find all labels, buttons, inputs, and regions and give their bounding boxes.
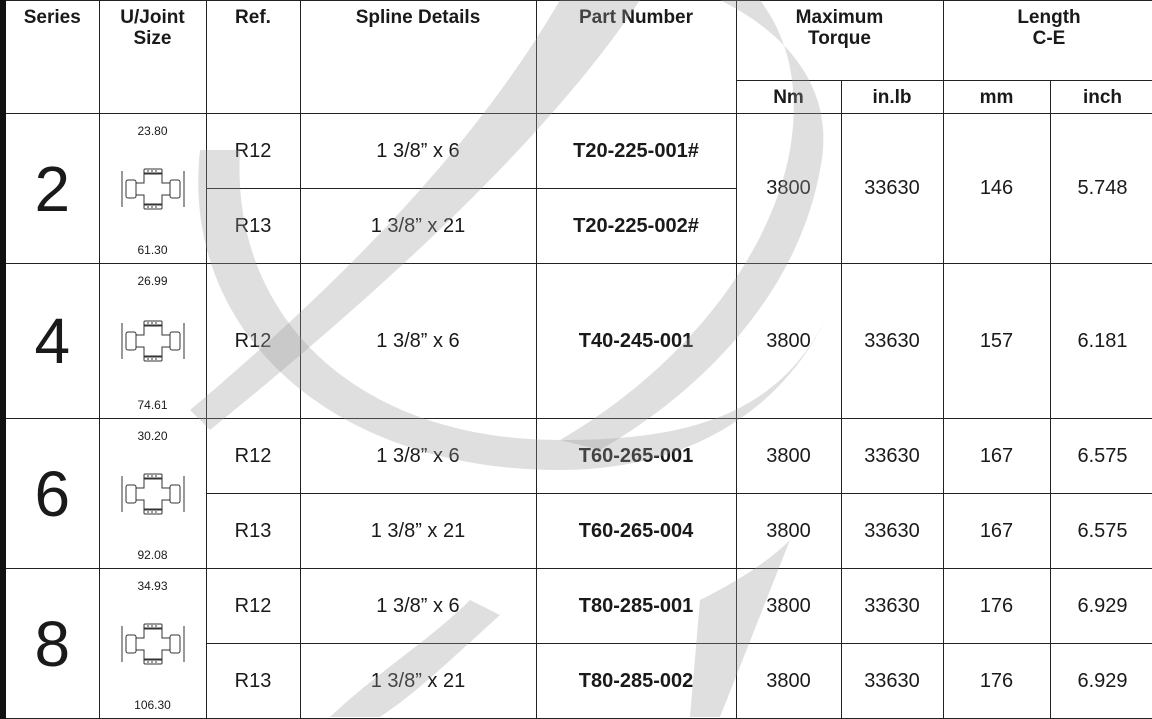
torque-nm-cell: 3800: [736, 114, 841, 264]
header-length-label: Length C-E: [1017, 7, 1081, 49]
torque-nm-cell: 3800: [736, 264, 841, 419]
torque-inlb-cell: 33630: [841, 569, 943, 644]
ujoint-cross-icon: [100, 622, 206, 666]
ujoint-diagram: [99, 114, 206, 264]
torque-inlb-cell: 33630: [841, 264, 943, 419]
series-number: 6: [3, 419, 99, 569]
torque-nm-cell: 3800: [736, 644, 841, 719]
ref-cell: R13: [206, 644, 300, 719]
ujoint-length-label: 92.08: [137, 548, 168, 562]
header-nm: Nm: [736, 81, 841, 114]
part-number-cell: T40-245-001: [536, 264, 736, 419]
header-series: Series: [3, 1, 99, 114]
header-max-torque: [736, 1, 943, 81]
ujoint-cross-icon: [100, 167, 206, 211]
header-ujoint-size: [99, 1, 206, 114]
ujoint-diagram: [99, 264, 206, 419]
spline-cell: 1 3/8” x 6: [300, 264, 536, 419]
torque-inlb-cell: 33630: [841, 419, 943, 494]
length-inch-cell: 6.181: [1050, 264, 1152, 419]
header-inch: inch: [1050, 81, 1152, 114]
ujoint-length-label: 61.30: [137, 243, 168, 257]
ref-cell: R13: [206, 189, 300, 264]
length-inch-cell: 6.575: [1050, 419, 1152, 494]
length-inch-cell: 5.748: [1050, 114, 1152, 264]
torque-inlb-cell: 33630: [841, 644, 943, 719]
part-number-cell: T20-225-001#: [536, 114, 736, 189]
table-row: [3, 114, 1152, 189]
spline-cell: 1 3/8” x 21: [300, 494, 536, 569]
ujoint-length-label: 74.61: [137, 398, 168, 412]
ujoint-length-label: 106.30: [134, 698, 171, 712]
spline-cell: 1 3/8” x 6: [300, 569, 536, 644]
header-inlb: in.lb: [841, 81, 943, 114]
part-number-cell: T60-265-001: [536, 419, 736, 494]
ujoint-diagram: [99, 419, 206, 569]
spline-cell: 1 3/8” x 6: [300, 419, 536, 494]
table-row: [3, 419, 1152, 494]
header-part-number: Part Number: [536, 1, 736, 114]
length-inch-cell: 6.575: [1050, 494, 1152, 569]
length-mm-cell: 167: [943, 494, 1050, 569]
length-mm-cell: 176: [943, 644, 1050, 719]
length-mm-cell: 146: [943, 114, 1050, 264]
length-inch-cell: 6.929: [1050, 644, 1152, 719]
length-mm-cell: 176: [943, 569, 1050, 644]
header-max-torque-label: Maximum Torque: [795, 7, 884, 49]
length-mm-cell: 157: [943, 264, 1050, 419]
ref-cell: R13: [206, 494, 300, 569]
torque-nm-cell: 3800: [736, 419, 841, 494]
spline-cell: 1 3/8” x 21: [300, 189, 536, 264]
part-number-cell: T20-225-002#: [536, 189, 736, 264]
ref-cell: R12: [206, 419, 300, 494]
torque-inlb-cell: 33630: [841, 114, 943, 264]
torque-nm-cell: 3800: [736, 494, 841, 569]
part-number-cell: T60-265-004: [536, 494, 736, 569]
table-row: [3, 264, 1152, 419]
ujoint-diagram: [99, 569, 206, 719]
header-ujoint-size-label: U/Joint Size: [120, 7, 185, 49]
part-number-cell: T80-285-001: [536, 569, 736, 644]
header-mm: mm: [943, 81, 1050, 114]
spline-cell: 1 3/8” x 6: [300, 114, 536, 189]
series-number: 4: [3, 264, 99, 419]
ref-cell: R12: [206, 114, 300, 189]
ujoint-cross-icon: [100, 319, 206, 363]
part-number-cell: T80-285-002: [536, 644, 736, 719]
spline-cell: 1 3/8” x 21: [300, 644, 536, 719]
ref-cell: R12: [206, 569, 300, 644]
ujoint-width-label: 30.20: [137, 429, 168, 443]
series-number: 8: [3, 569, 99, 719]
ujoint-width-label: 23.80: [137, 124, 168, 138]
length-inch-cell: 6.929: [1050, 569, 1152, 644]
ref-cell: R12: [206, 264, 300, 419]
length-mm-cell: 167: [943, 419, 1050, 494]
header-length: [943, 1, 1152, 81]
header-spline-details: Spline Details: [300, 1, 536, 114]
ujoint-width-label: 34.93: [137, 579, 168, 593]
series-number: 2: [3, 114, 99, 264]
torque-nm-cell: 3800: [736, 569, 841, 644]
ujoint-width-label: 26.99: [137, 274, 168, 288]
table-row: [3, 569, 1152, 644]
ujoint-cross-icon: [100, 472, 206, 516]
header-ref: Ref.: [206, 1, 300, 114]
torque-inlb-cell: 33630: [841, 494, 943, 569]
